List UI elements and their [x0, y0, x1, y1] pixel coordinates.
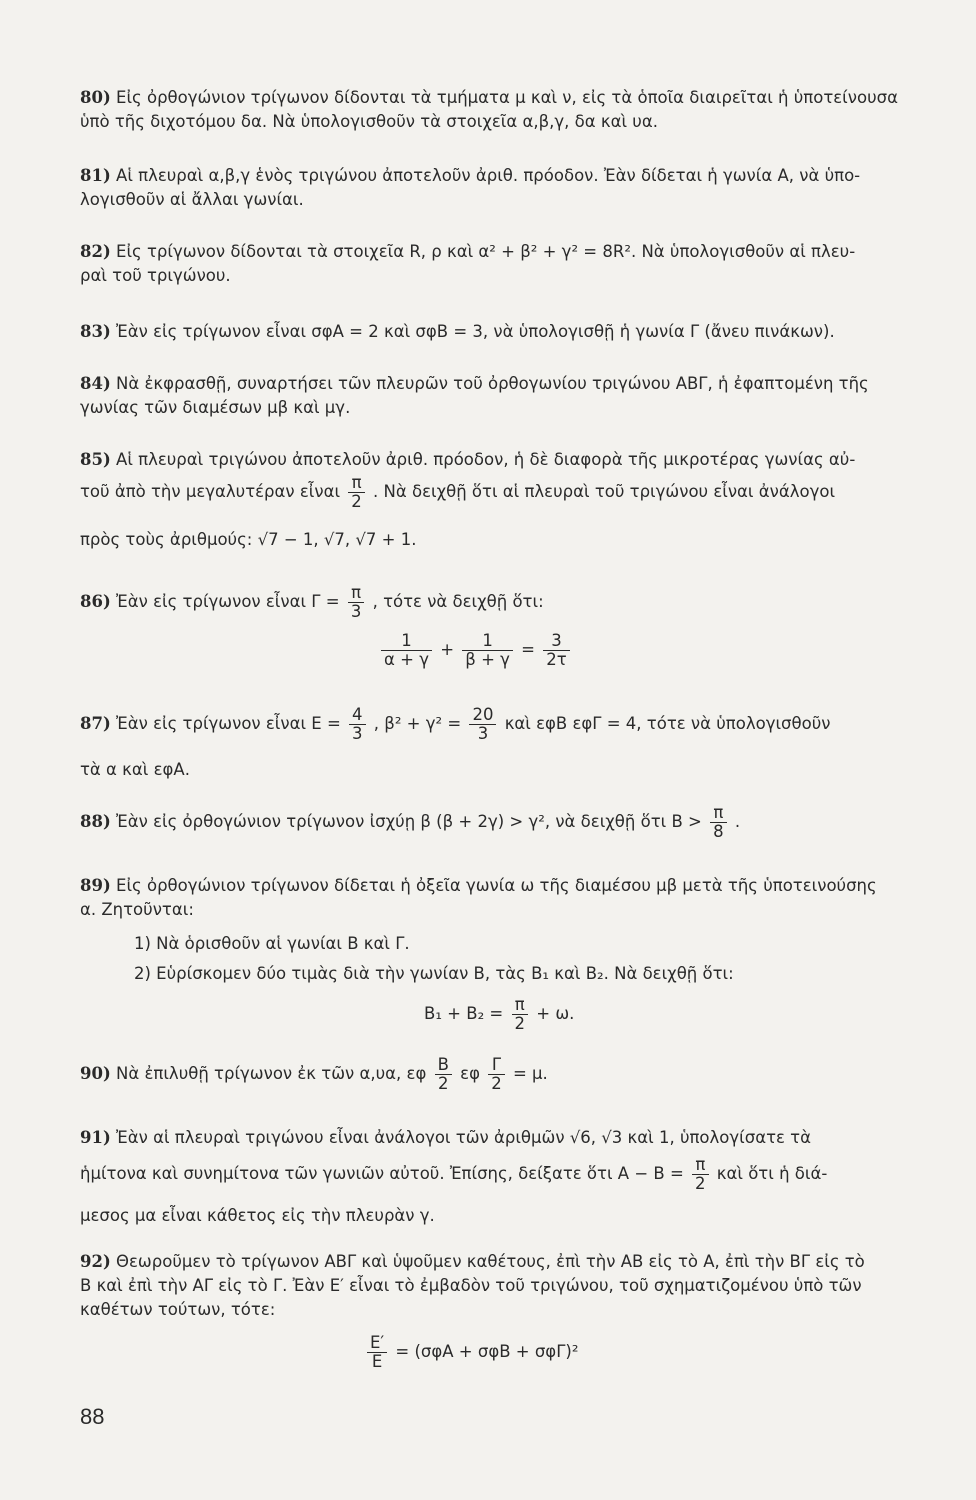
problem-87: 87) Ἐὰν εἰς τρίγωνον εἶναι Ε = $\frac{4}{3}$ , β² + γ² = $\frac{20}{3}$ καὶ εφΒ εφΓ = 4, τότε νὰ ὑπολογισθοῦν: [80, 705, 831, 743]
problem-86-equation: $\frac{1}{\alpha + \gamma}$ + $\frac{1}{\beta + \gamma}$ = $\frac{3}{2\tau}$: [378, 632, 573, 669]
problem-81: 81) Αἱ πλευραὶ α,β,γ ἑνὸς τριγώνου ἀποτελοῦν ἀριθ. πρόοδον. Ἐὰν δίδεται ἡ γωνία Α, νὰ ὑπο- λογισθοῦν αἱ ἄλλαι γωνίαι.: [80, 166, 861, 209]
problem-86: 86) Ἐὰν εἰς τρίγωνον εἶναι Γ = $\frac{\pi}{3}$ , τότε νὰ δειχθῇ ὅτι:: [80, 583, 544, 621]
fraction-1-over-b-plus-g: $\frac{1}{\beta + \gamma}$: [462, 632, 513, 669]
fraction-pi-over-2: $\frac{\pi}{2}$: [692, 1156, 709, 1193]
problem-82: 82) Εἰς τρίγωνον δίδονται τὰ στοιχεῖα R, ρ καὶ α² + β² + γ² = 8R². Νὰ ὑπολογισθοῦν αἱ πλευ- ραὶ τοῦ τριγώνου.: [80, 242, 856, 285]
problem-90: 90) Νὰ ἐπιλυθῇ τρίγωνον ἐκ τῶν α,υα, εφ $\frac{B}{2}$ εφ $\frac{\Gamma}{2}$ = μ.: [80, 1055, 548, 1093]
problem-88: 88) Ἐὰν εἰς ὀρθογώνιον τρίγωνον ἰσχύῃ β (β + 2γ) > γ², νὰ δειχθῇ ὅτι Β > $\frac{\pi}{8}$ .: [80, 803, 741, 841]
problem-89: 89) Εἰς ὀρθογώνιον τρίγωνον δίδεται ἡ ὀξεῖα γωνία ω τῆς διαμέσου μβ μετὰ τῆς ὑποτεινούσης α. Ζητοῦνται:: [80, 876, 877, 919]
problem-89-equation: Β₁ + Β₂ = $\frac{\pi}{2}$ + ω.: [424, 995, 575, 1033]
problem-91-line-3: μεσος μα εἶναι κάθετος εἰς τὴν πλευρὰν γ.: [80, 1206, 435, 1225]
problem-92: 92) Θεωροῦμεν τὸ τρίγωνον ΑΒΓ καὶ ὑψοῦμεν καθέτους, ἐπὶ τὴν ΑΒ εἰς τὸ Α, ἐπὶ τὴν ΒΓ εἰς τὸ Β καὶ ἐπὶ τὴν ΑΓ εἰς τὸ Γ. Ἐὰν Ε′ εἶναι τὸ ἐμβαδὸν τοῦ τριγώνου, τοῦ σχηματιζομένου ὑπὸ τῶν καθέτων τούτων, τότε:: [80, 1252, 865, 1319]
fraction-1-over-a-plus-g: $\frac{1}{\alpha + \gamma}$: [381, 632, 432, 669]
problem-85-line-3: πρὸς τοὺς ἀριθμούς: √7 − 1, √7, √7 + 1.: [80, 530, 417, 549]
problem-89-item-2: 2) Εὑρίσκομεν δύο τιμὰς διὰ τὴν γωνίαν Β, τὰς Β₁ καὶ Β₂. Νὰ δειχθῇ ὅτι:: [134, 964, 734, 983]
page-number: 88: [80, 1404, 105, 1429]
problem-85: 85) Αἱ πλευραὶ τριγώνου ἀποτελοῦν ἀριθ. πρόοδον, ἡ δὲ διαφορὰ τῆς μικροτέρας γωνίας αὐ-: [80, 450, 856, 469]
fraction-pi-over-3: $\frac{\pi}{3}$: [348, 584, 365, 621]
fraction-pi-over-2: $\frac{\pi}{2}$: [348, 474, 365, 511]
problem-80: 80) Εἰς ὀρθογώνιον τρίγωνον δίδονται τὰ τμήματα μ καὶ ν, εἰς τὰ ὁποῖα διαιρεῖται ἡ ὑποτείνουσα ὑπὸ τῆς διχοτόμου δα. Νὰ ὑπολογισθοῦν τὰ στοιχεῖα α,β,γ, δα καὶ υα.: [80, 88, 898, 131]
problem-87-line-2: τὰ α καὶ εφΑ.: [80, 760, 190, 779]
fraction-4-over-3: $\frac{4}{3}$: [349, 706, 366, 743]
problem-89-item-1: 1) Νὰ ὁρισθοῦν αἱ γωνίαι Β καὶ Γ.: [134, 934, 410, 953]
problem-91: 91) Ἐὰν αἱ πλευραὶ τριγώνου εἶναι ἀνάλογοι τῶν ἀριθμῶν √6, √3 καὶ 1, ὑπολογίσατε τὰ: [80, 1128, 811, 1147]
problem-92-equation: $\frac{E'}{E}$ = (σφΑ + σφΒ + σφΓ)²: [364, 1334, 578, 1371]
problem-91-line-2: ἡμίτονα καὶ συνημίτονα τῶν γωνιῶν αὐτοῦ. Ἐπίσης, δείξατε ὅτι Α − Β = $\frac{\pi}{2}$ καὶ ὅτι ἡ διά-: [80, 1155, 828, 1193]
fraction-20-over-3: $\frac{20}{3}$: [469, 706, 496, 743]
fraction-3-over-2tau: $\frac{3}{2\tau}$: [543, 632, 569, 669]
fraction-pi-over-8: $\frac{\pi}{8}$: [710, 804, 727, 841]
problem-83: 83) Ἐὰν εἰς τρίγωνον εἶναι σφΑ = 2 καὶ σφΒ = 3, νὰ ὑπολογισθῇ ἡ γωνία Γ (ἄνευ πινάκων).: [80, 322, 835, 341]
fraction-B-over-2: $\frac{B}{2}$: [435, 1056, 452, 1093]
problem-85-line-2: τοῦ ἀπὸ τὴν μεγαλυτέραν εἶναι $\frac{\pi}{2}$ . Νὰ δειχθῇ ὅτι αἱ πλευραὶ τοῦ τριγώνου εἶναι ἀνάλογοι: [80, 473, 836, 511]
fraction-Ep-over-E: $\frac{E'}{E}$: [367, 1334, 387, 1371]
fraction-G-over-2: $\frac{\Gamma}{2}$: [488, 1056, 505, 1093]
fraction-pi-over-2: $\frac{\pi}{2}$: [512, 996, 529, 1033]
problem-84: 84) Νὰ ἐκφρασθῇ, συναρτήσει τῶν πλευρῶν τοῦ ὀρθογωνίου τριγώνου ΑΒΓ, ἡ ἐφαπτομένη τῆς γωνίας τῶν διαμέσων μβ καὶ μγ.: [80, 374, 869, 417]
